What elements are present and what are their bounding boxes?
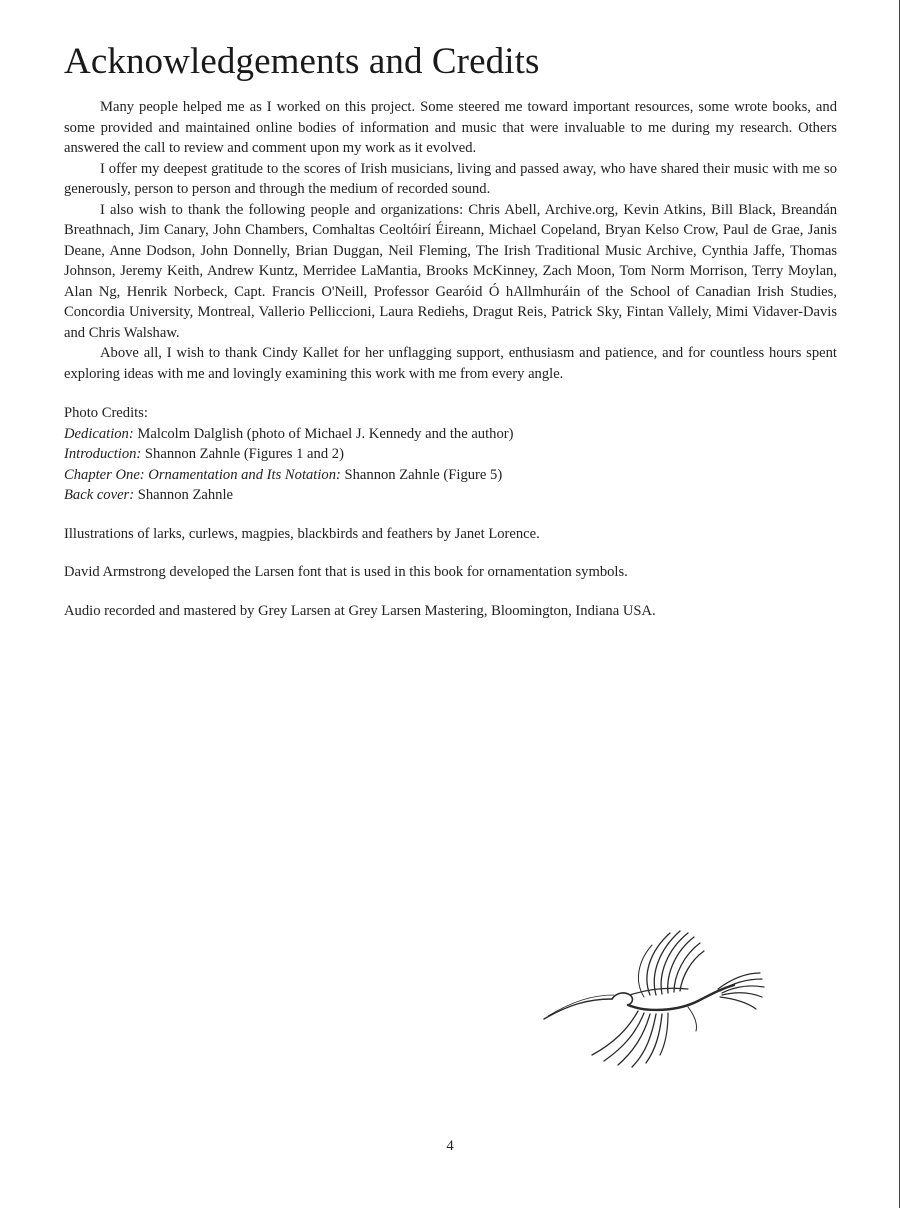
- photo-credit-item: [64, 485, 837, 506]
- paragraph-thanks-list: I also wish to thank the following people and organizations: Chris Abell, Archive.org, Kevin Atkins, Bill Black, Breandán Breathnach, Jim Canary, John Chambers, Comhaltas Ceoltóirí Éireann, Michael Copeland, Bryan Kelso Crow, Paul de Grae, Janis Deane, Anne Dodson, John Donnelly, Brian Duggan, Neil Fleming, The Irish Traditional Music Archive, Cynthia Jaffe, Thomas Johnson, Jeremy Keith, Andrew Kuntz, Merridee LaMantia, Brooks McKinney, Zach Moon, Tom Norm Morrison, Terry Moylan, Alan Ng, Henrik Norbeck, Capt. Francis O'Neill, Professor Gearóid Ó hAllmhuráin of the School of Canadian Irish Studies, Concordia University, Montreal, Vallerio Pelliccioni, Laura Rediehs, Dragut Reis, Patrick Sky, Fintan Vallely, Mimi Vidaver-Davis and Chris Walshaw.: [64, 201, 837, 341]
- page-number: 4: [446, 1138, 454, 1154]
- paragraph-intro: Many people helped me as I worked on this project. Some steered me toward important resources, some wrote books, and some provided and maintained online bodies of information and music that were invaluable to me during my research. Others answered the call to review and comment upon my work as it evolved.: [64, 99, 837, 156]
- photo-credit-label: Back cover:: [64, 487, 135, 503]
- font-credit: David Armstrong developed the Larsen font that is used in this book for ornamentation symbols.: [64, 564, 628, 580]
- photo-credits-heading: Photo Credits:: [64, 405, 148, 421]
- photo-credit-text: Shannon Zahnle: [134, 487, 233, 503]
- photo-credit-text: Shannon Zahnle (Figures 1 and 2): [141, 446, 344, 462]
- bird-icon: [538, 915, 768, 1075]
- illustrations-credit: Illustrations of larks, curlews, magpies, blackbirds and feathers by Janet Lorence.: [64, 525, 540, 542]
- paragraph-above-all: Above all, I wish to thank Cindy Kallet for her unflagging support, enthusiasm and patience, and for countless hours spent exploring ideas with me and lovingly examining this work with me from every angle.: [64, 345, 837, 382]
- photo-credit-text: Shannon Zahnle (Figure 5): [340, 466, 503, 483]
- photo-credit-text: Malcolm Dalglish (photo of Michael J. Kennedy and the author): [133, 425, 514, 442]
- photo-credit-item: [64, 444, 837, 465]
- photo-credits: [64, 403, 837, 506]
- photo-credit-label: Dedication:: [64, 425, 134, 442]
- page-content: [64, 40, 837, 621]
- page-title: Acknowledgements and Credits: [64, 41, 540, 82]
- audio-credit: Audio recorded and mastered by Grey Larsen at Grey Larsen Mastering, Bloomington, Indiana USA.: [64, 602, 656, 619]
- photo-credit-item: [64, 424, 837, 445]
- photo-credit-item: [64, 465, 837, 486]
- photo-credit-label: Chapter One: Ornamentation and Its Notation:: [64, 466, 341, 483]
- paragraph-gratitude: I offer my deepest gratitude to the scores of Irish musicians, living and passed away, who have shared their music with me so generously, person to person and through the medium of recorded sound.: [64, 160, 837, 197]
- photo-credit-label: Introduction:: [64, 446, 142, 462]
